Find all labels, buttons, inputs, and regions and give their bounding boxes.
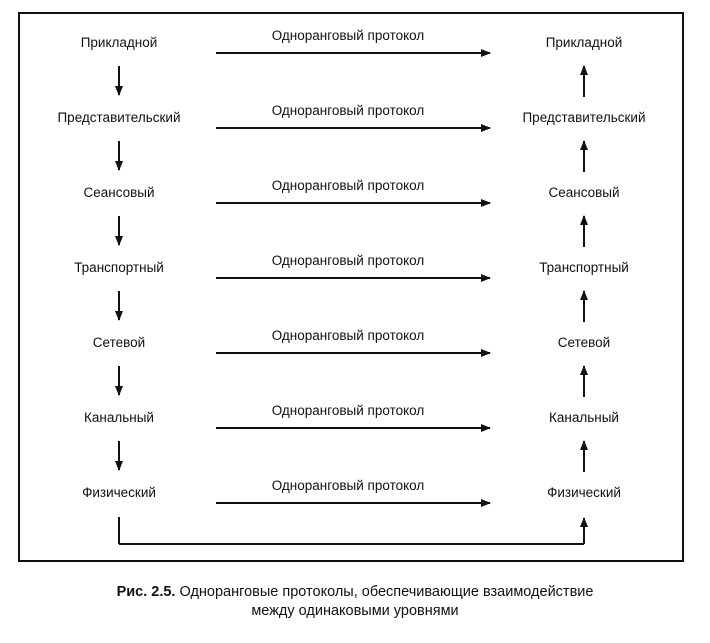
right-layer-label: Сетевой — [557, 335, 611, 350]
protocol-label: Одноранговый протокол — [271, 328, 425, 343]
figure-caption — [0, 583, 710, 621]
right-layer-label: Сеансовый — [548, 185, 620, 200]
right-layer-label: Представительский — [522, 110, 646, 125]
left-layer-label: Физический — [82, 485, 156, 500]
caption-line-1: Одноранговые протоколы, обеспечивающие взаимодействие — [179, 584, 594, 600]
right-layer-label: Прикладной — [545, 35, 623, 50]
protocol-label: Одноранговый протокол — [271, 103, 425, 118]
caption-line-2: между одинаковыми уровнями — [251, 603, 459, 619]
right-layer-label: Физический — [547, 485, 621, 500]
caption-figure-number: Рис. 2.5. — [116, 584, 176, 600]
left-layer-label: Сеансовый — [83, 185, 155, 200]
left-layer-label: Прикладной — [80, 35, 158, 50]
left-layer-label: Сетевой — [92, 335, 146, 350]
right-layer-label: Канальный — [549, 410, 619, 425]
left-layer-label: Транспортный — [74, 260, 164, 275]
protocol-label: Одноранговый протокол — [271, 178, 425, 193]
right-layer-label: Транспортный — [539, 260, 629, 275]
protocol-label: Одноранговый протокол — [271, 403, 425, 418]
protocol-label: Одноранговый протокол — [271, 253, 425, 268]
left-layer-label: Канальный — [84, 410, 154, 425]
left-layer-label: Представительский — [57, 110, 181, 125]
protocol-label: Одноранговый протокол — [271, 478, 425, 493]
protocol-label: Одноранговый протокол — [271, 28, 425, 43]
